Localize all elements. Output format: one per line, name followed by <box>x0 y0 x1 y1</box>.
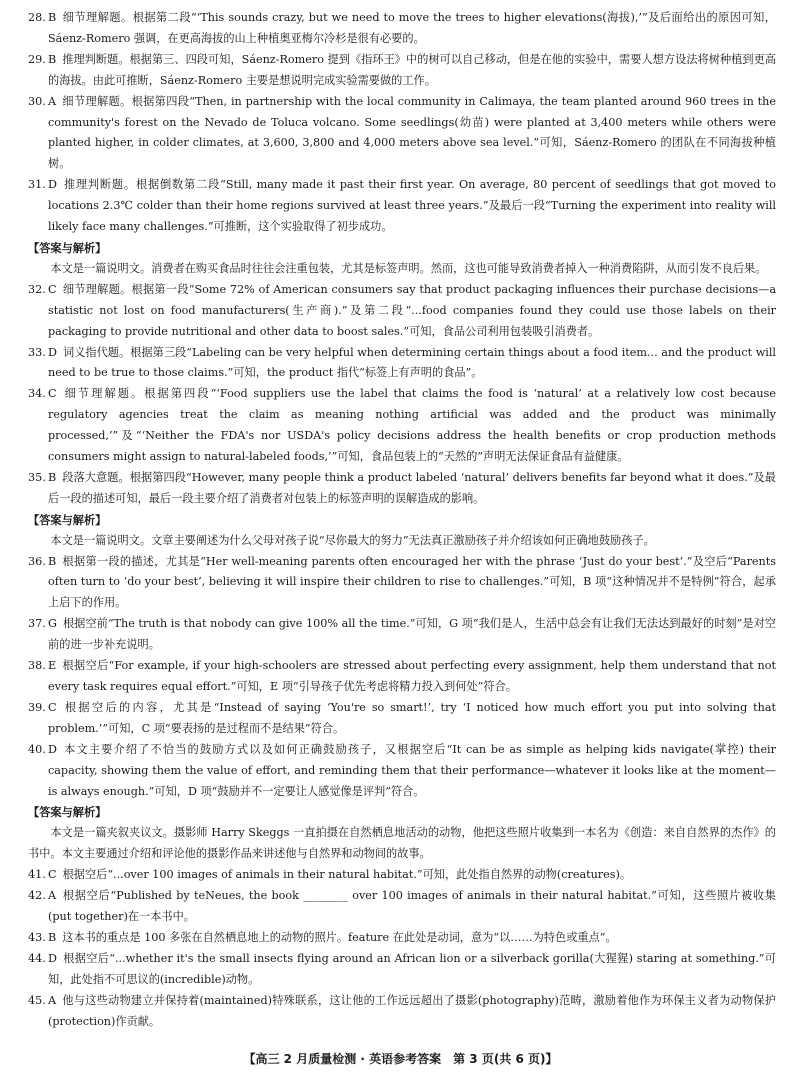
question-number: 28. <box>28 11 46 24</box>
answer-item <box>28 949 776 991</box>
question-number: 37. <box>28 617 46 631</box>
answers-passage-d <box>28 865 776 1032</box>
question-number: 35. <box>28 470 46 484</box>
explanation-text: 根据空后的内容，尤其是“Instead of saying ‘You're so smart!’, try ‘I noticed how much effort you put into solving that problem.’”可知，C 项“要表扬的是过程而不是结果”符合。 <box>48 700 776 735</box>
answer-item <box>28 656 776 698</box>
answer-item <box>28 865 776 886</box>
answer-item <box>28 343 776 385</box>
question-number: 33. <box>28 345 46 359</box>
passage-d-summary: 本文是一篇夹叙夹议文。摄影师 Harry Skeggs 一直拍摄在自然栖息地活动的动物，他把这些照片收集到一本名为《创造：来自自然界的杰作》的书中。本文主要通过介绍和评论他的摄影作品来讲述他与自然界和动物间的故事。 <box>28 826 776 861</box>
question-number: 31. <box>28 178 46 192</box>
answers-passage-b <box>28 280 776 510</box>
answer-item <box>28 175 776 238</box>
question-number: 38. <box>28 659 46 673</box>
answer-item <box>28 928 776 949</box>
section-heading-b: 【答案与解析】 <box>28 240 107 255</box>
explanation-text: 推理判断题。根据第三、四段可知，Sáenz-Romero 提到《指环王》中的树可以自己移动，但是在他的实验中，需要人想方设法将树种植到更高的海拔。由此可推断，Sáenz-Romero 主要是想说明完成实验需要做的工作。 <box>48 52 776 87</box>
question-number: 43. <box>28 930 46 944</box>
question-number: 40. <box>28 742 46 756</box>
answers-passage-c <box>28 552 776 803</box>
explanation-text: 根据空后“Published by teNeues, the book ________ over 100 images of animals in their natural habitat.”可知，这些照片被收集(put together)在一本书中。 <box>48 889 776 923</box>
explanation-text: 根据空后“...over 100 images of animals in their natural habitat.”可知，此处指自然界的动物(creatures)。 <box>62 868 632 882</box>
explanation-text: 推理判断题。根据倒数第二段“Still, many made it past their first year. On average, 80 percent of seedlings that got moved to locations 2.3℃ colder than their home regions survived at least three years.”及最后一段“Turning the experiment into reality will likely face many challenges.”可推断，这个实验取得了初步成功。 <box>48 178 776 234</box>
question-number: 42. <box>28 889 46 903</box>
answer-letter: B <box>48 930 57 944</box>
answer-item <box>28 614 776 656</box>
question-number: 44. <box>28 951 46 965</box>
answer-letter: E <box>48 659 57 673</box>
explanation-text: 这本书的重点是 100 多张在自然栖息地上的动物的照片。feature 在此处是动词，意为“以……为特色或重点”。 <box>62 930 617 944</box>
answer-letter: B <box>48 554 57 568</box>
answers-passage-a <box>28 8 776 238</box>
explanation-text: 细节理解题。根据第四段“Then, in partnership with the local community in Calimaya, the team planted around 960 trees in the community's forest on the Nevado de Toluca volcano. Some seedlings(幼苗) were planted at 3,400 meters while others were planted higher, in colder climates, at 3,600, 3,800 and 4,000 meters above sea level.”可知，Sáenz-Romero 的团队在不同海拔种植树。 <box>48 94 776 171</box>
answer-letter: B <box>48 52 57 66</box>
answer-item <box>28 280 776 343</box>
answer-item <box>28 468 776 510</box>
answer-letter: C <box>48 282 57 296</box>
answer-letter: D <box>48 742 57 756</box>
page-footer: 【高三 2 月质量检测 · 英语参考答案 第 3 页(共 6 页)】 <box>243 1052 558 1066</box>
answer-letter: D <box>48 178 57 192</box>
answer-letter: B <box>48 470 57 484</box>
answer-letter: D <box>48 345 57 359</box>
explanation-text: 段落大意题。根据第四段“However, many people think a product labeled ‘natural’ delivers benefits far beyond what it does.”及最后一段的描述可知，最后一段主要介绍了消费者对包装上的标签声明的误解造成的影响。 <box>48 470 776 505</box>
answer-letter: C <box>48 700 57 714</box>
explanation-text: 本文主要介绍了不恰当的鼓励方式以及如何正确鼓励孩子，又根据空后“It can be as simple as helping kids navigate(掌控) their capacity, showing them the value of effort, and reminding them that their performance—whatever it looks like at the moment—is always enough.”可知，D 项“鼓励并不一定要让人感觉像是评判”符合。 <box>48 742 776 798</box>
explanation-text: 根据第一段的描述，尤其是“Her well-meaning parents often encouraged her with the phrase ‘Just do your best’.”及空后“Parents often turn to ‘do your best’, believing it will inspire their children to rise to challenges.”可知，B 项“这种情况并不是特例”符合，起承上启下的作用。 <box>48 554 776 610</box>
answer-page <box>28 8 776 1032</box>
explanation-text: 词义指代题。根据第三段“Labeling can be very helpful when determining certain things about a food item... and the product will need to be true to those claims.”可知，the product 指代“标签上有声明的食品”。 <box>48 345 776 380</box>
explanation-text: 细节理解题。根据第一段“Some 72% of American consumers say that product packaging influences their purchase decisions—a statistic not lost on food manufacturers(生产商).”及第二段“...food companies found they could use those labels on their packaging to provide nutritional and other data to boost sales.”可知，食品公司利用包装吸引消费者。 <box>48 282 776 338</box>
question-number: 41. <box>28 868 46 882</box>
section-heading-d: 【答案与解析】 <box>28 805 107 820</box>
question-number: 39. <box>28 700 46 714</box>
answer-item <box>28 698 776 740</box>
question-number: 45. <box>28 993 46 1007</box>
question-number: 32. <box>28 282 46 296</box>
answer-letter: A <box>48 889 57 903</box>
question-number: 30. <box>28 94 46 108</box>
answer-letter: G <box>48 617 57 631</box>
answer-item <box>28 552 776 615</box>
passage-b-summary: 本文是一篇说明文。消费者在购买食品时往往会注重包装，尤其是标签声明。然而，这也可能导致消费者掉入一种消费陷阱，从而引发不良后果。 <box>50 261 767 275</box>
passage-c-summary: 本文是一篇说明文。文章主要阐述为什么父母对孩子说“尽你最大的努力”无法真正激励孩子并介绍该如何正确地鼓励孩子。 <box>50 533 655 547</box>
question-number: 34. <box>28 387 46 401</box>
answer-letter: B <box>48 11 57 24</box>
answer-letter: A <box>48 94 57 108</box>
question-number: 36. <box>28 554 46 568</box>
explanation-text: 细节理解题。根据第四段“‘Food suppliers use the label that claims the food is ‘natural’ at a relatively low cost because regulatory agencies treat the claim as meaning nothing artificial was added and the product was minimally processed,’”及“‘Neither the FDA's nor USDA's policy decisions address the health benefits or crop production methods consumers might assign to natural-labeled foods,’”可知，食品包装上的“天然的”声明无法保证食品有益健康。 <box>48 387 776 464</box>
answer-letter: A <box>48 993 57 1007</box>
explanation-text: 根据空前“The truth is that nobody can give 100% all the time.”可知，G 项“我们是人，生活中总会有让我们无法达到最好的时刻”是对空前的进一步补充说明。 <box>48 617 776 652</box>
answer-item <box>28 991 776 1033</box>
answer-item <box>28 50 776 92</box>
answer-letter: C <box>48 868 57 882</box>
answer-item <box>28 740 776 803</box>
explanation-text: 根据空后“For example, if your high-schoolers are stressed about perfecting every assignment, help them understand that not every task requires equal effort.”可知，E 项“引导孩子优先考虑将精力投入到何处”符合。 <box>48 659 776 693</box>
answer-letter: C <box>48 387 57 401</box>
question-number: 29. <box>28 52 46 66</box>
section-heading-c: 【答案与解析】 <box>28 512 107 527</box>
answer-item <box>28 92 776 176</box>
answer-item <box>28 886 776 928</box>
answer-letter: D <box>48 951 57 965</box>
answer-item <box>28 384 776 468</box>
explanation-text: 他与这些动物建立并保持着(maintained)特殊联系，这让他的工作远远超出了摄影(photography)范畴，激励着他作为环保主义者为动物保护(protection)作贡献。 <box>48 993 776 1028</box>
answer-item <box>28 8 776 50</box>
explanation-text: 细节理解题。根据第二段“‘This sounds crazy, but we need to move the trees to higher elevations(海拔),’”及后面给出的原因可知，Sáenz-Romero 强调，在更高海拔的山上种植奥亚梅尔冷杉是很有必要的。 <box>48 11 776 45</box>
explanation-text: 根据空后“...whether it's the small insects flying around an African lion or a silverback gorilla(大猩猩) staring at something.”可知，此处指不可思议的(incredible)动物。 <box>48 951 776 986</box>
